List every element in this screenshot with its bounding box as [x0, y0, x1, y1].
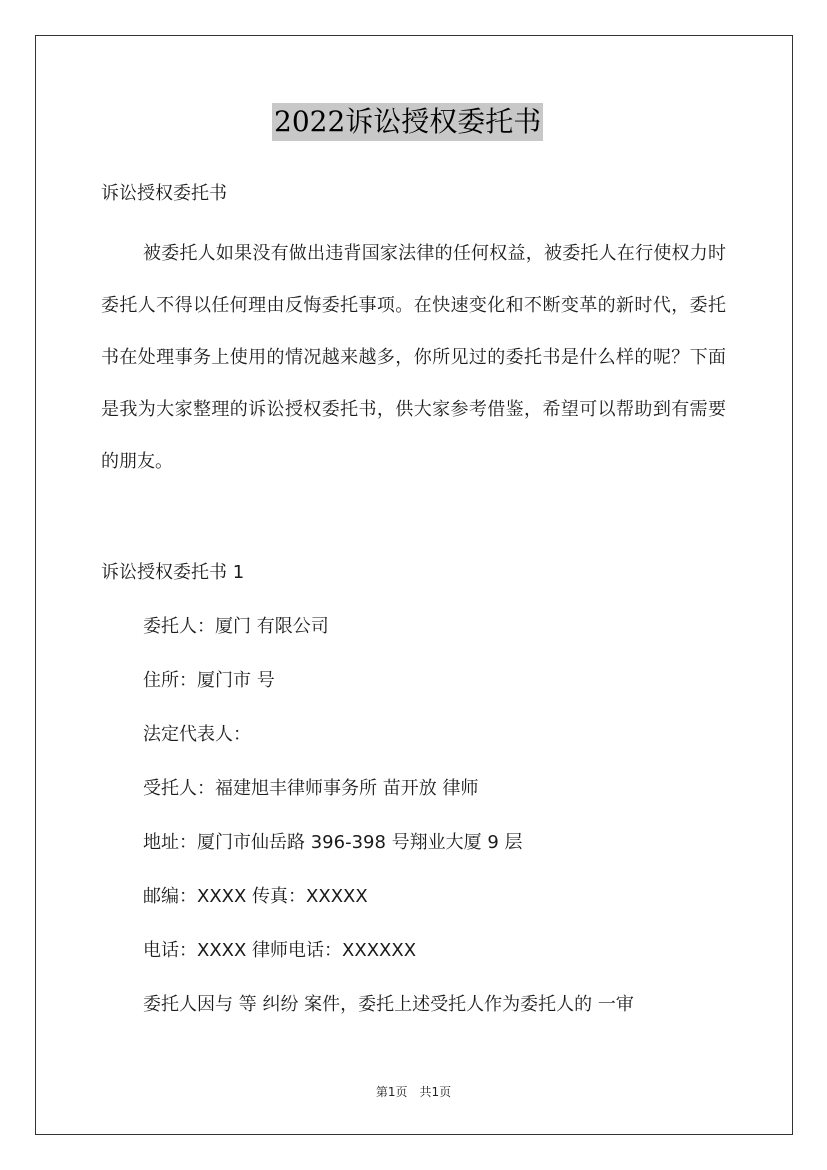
phone-line: 电话：XXXX 律师电话：XXXXXX: [143, 940, 417, 961]
legal-representative-line: 法定代表人：: [143, 724, 251, 745]
principal-line: 委托人：厦门 有限公司: [143, 616, 329, 637]
agent-address-line: 地址：厦门市仙岳路 396-398 号翔业大厦 9 层: [143, 832, 523, 853]
section-heading: 诉讼授权委托书 1: [101, 562, 245, 583]
page-footer: 第1页 共1页: [375, 1085, 452, 1099]
postcode-fax-line: 邮编：XXXX 传真：XXXXX: [143, 886, 368, 907]
document-title: 2022诉讼授权委托书: [272, 103, 543, 141]
agent-line: 受托人：福建旭丰律师事务所 苗开放 律师: [143, 778, 479, 799]
address-line: 住所：厦门市 号: [143, 670, 275, 691]
intro-paragraph: 被委托人如果没有做出违背国家法律的任何权益，被委托人在行使权力时委托人不得以任何理由反悔委托事项。在快速变化和不断变革的新时代，委托书在处理事务上使用的情况越来越多，你所见过的委托书是什么样的呢？下面是我为大家整理的诉讼授权委托书，供大家参考借鉴，希望可以帮助到有需要的朋友。: [101, 243, 726, 472]
case-line: 委托人因与 等 纠纷 案件，委托上述受托人作为委托人的 一审: [143, 994, 634, 1015]
document-heading: 诉讼授权委托书: [101, 183, 227, 204]
